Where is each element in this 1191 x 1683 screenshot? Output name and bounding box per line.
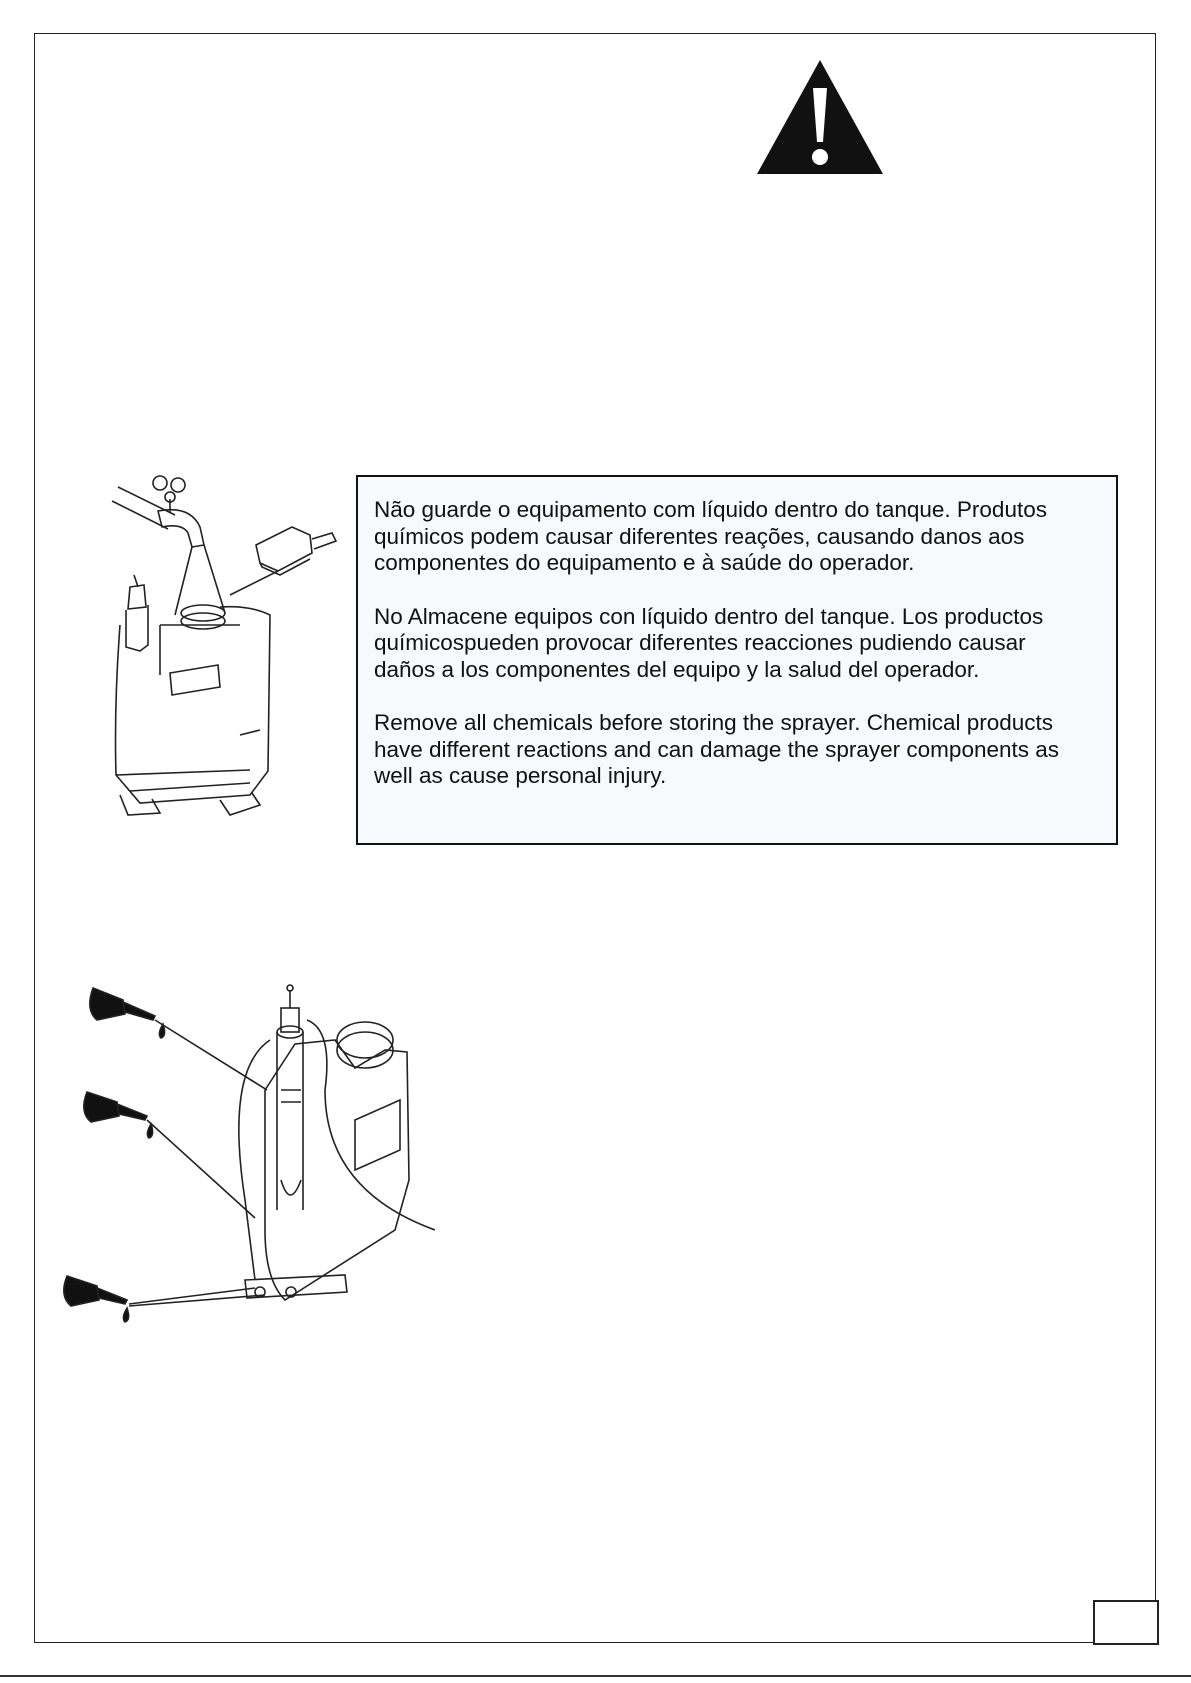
notice-text-english: Remove all chemicals before storing the sprayer. Chemical products have different reactions and can damage the sprayer components as well as cause personal injury. [374, 710, 1060, 788]
notice-text-spanish: No Almacene equipos con líquido dentro del tanque. Los productos químicospueden provocar diferentes reacciones pudiendo causar daños a los componentes del equipo y la salud del operador. [374, 603, 1044, 682]
notice-text-portuguese: Não guarde o equipamento com líquido dentro do tanque. Produtos químicos podem causar diferentes reações, causando danos aos componentes do equipamento e à saúde do operador. [374, 497, 1047, 575]
sprayer-tank-faucet-illustration [100, 475, 340, 820]
storage-warning-notice [356, 475, 1118, 845]
warning-triangle-icon [755, 58, 885, 176]
bottom-rule [0, 1675, 1191, 1677]
page-number-box [1093, 1600, 1159, 1645]
sprayer-oil-points-illustration [55, 980, 435, 1360]
